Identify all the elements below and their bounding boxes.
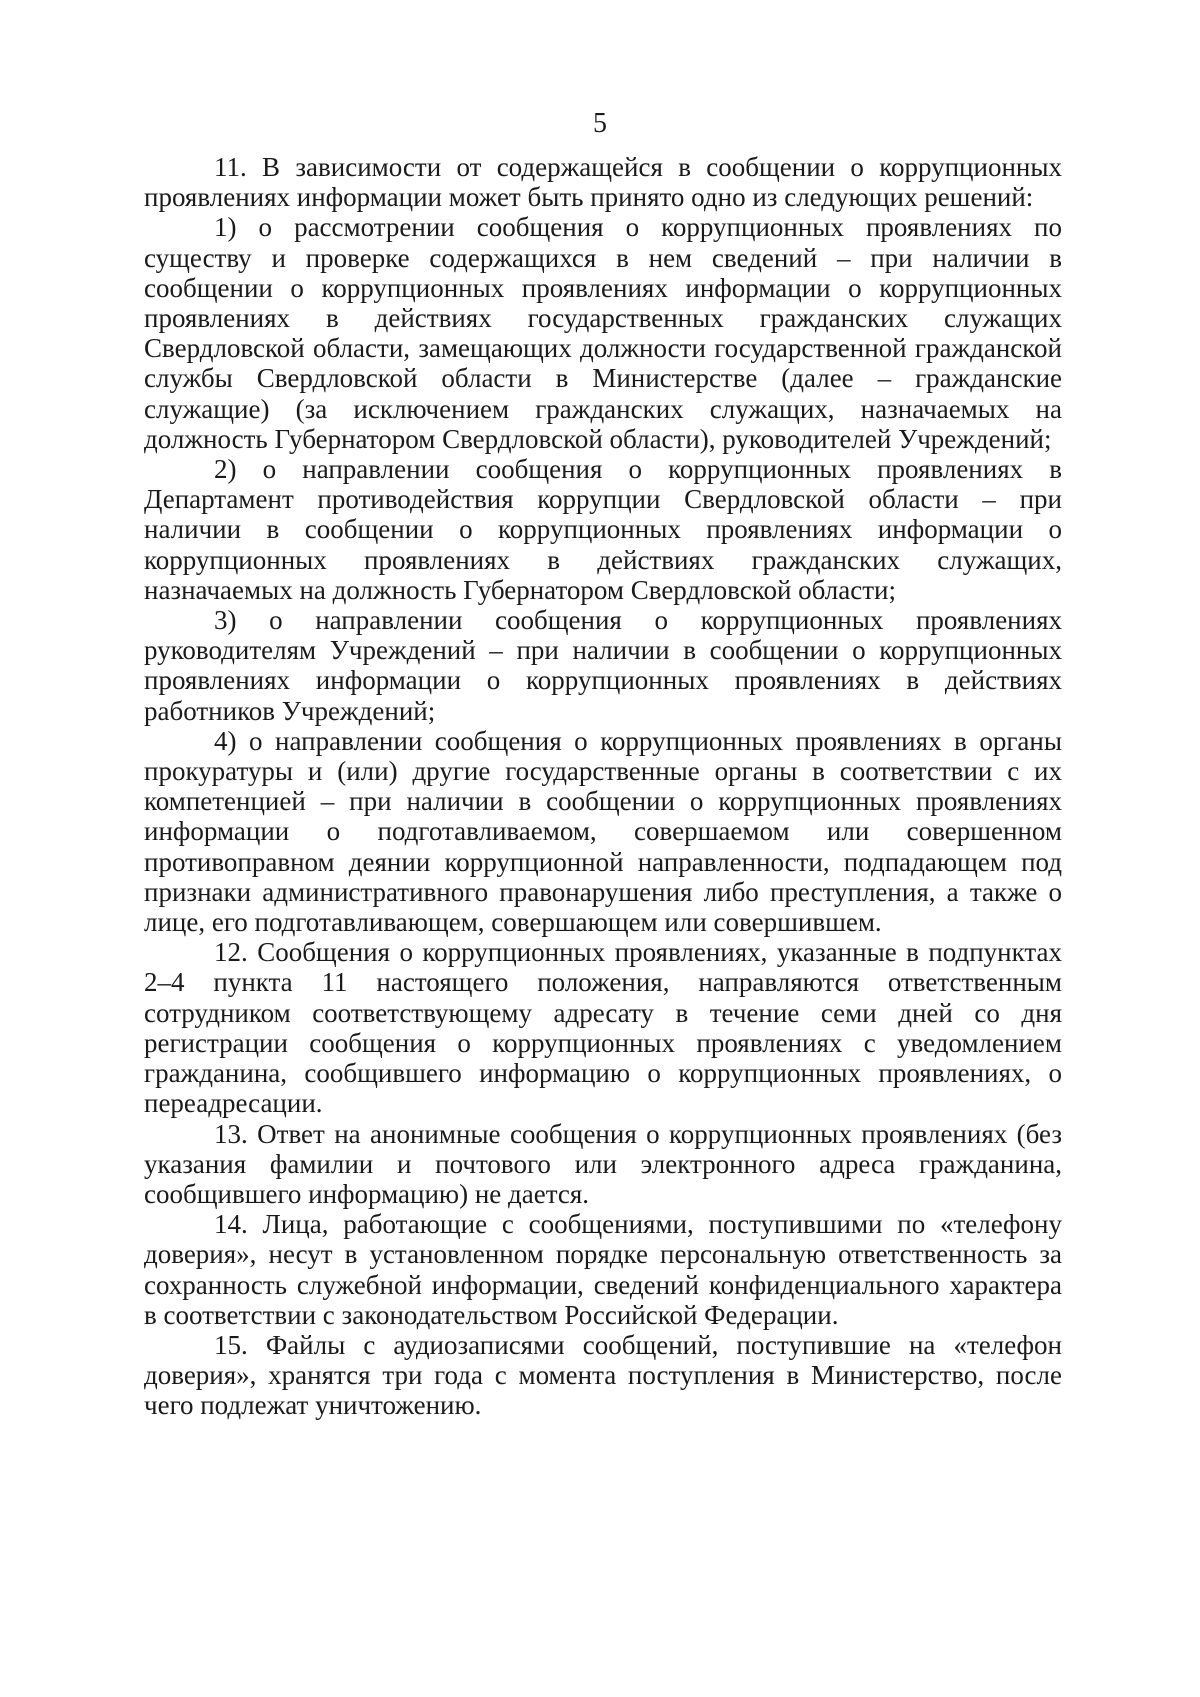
paragraph-item-11: 11. В зависимости от содержащейся в сообщении о коррупционных проявлениях информации может быть принято одно из следующих решений: bbox=[144, 152, 1062, 213]
page-number: 5 bbox=[593, 108, 607, 139]
subitem-2: 2) о направлении сообщения о коррупционных проявлениях в Департамент противодействия коррупции Свердловской области – при наличии в сообщении о коррупционных проявлениях информации о коррупционных проявлениях в действиях гражданских служащих, назначаемых на должность Губернатором Свердловской области; bbox=[144, 454, 1062, 605]
paragraph-item-15: 15. Файлы с аудиозаписями сообщений, поступившие на «телефон доверия», хранятся три года с момента поступления в Министерство, после чего подлежат уничтожению. bbox=[144, 1329, 1062, 1421]
document-body bbox=[144, 152, 1062, 1421]
subitem-1: 1) о рассмотрении сообщения о коррупционных проявлениях по существу и проверке содержащихся в нем сведений – при наличии в сообщении о коррупционных проявлениях информации о коррупционных проявлениях в действиях государственных гражданских служащих Свердловской области, замещающих должности государственной гражданской службы Свердловской области в Министерстве (далее – гражданские служащие) (за исключением гражданских служащих, назначаемых на должность Губернатором Свердловской области), руководителей Учреждений; bbox=[144, 212, 1062, 454]
paragraph-item-14: 14. Лица, работающие с сообщениями, поступившими по «телефону доверия», несут в установленном порядке персональную ответственность за сохранность служебной информации, сведений конфиденциального характера в соответствии с законодательством Российской Федерации. bbox=[144, 1209, 1062, 1330]
subitem-4: 4) о направлении сообщения о коррупционных проявлениях в органы прокуратуры и (или) другие государственные органы в соответствии с их компетенцией – при наличии в сообщении о коррупционных проявлениях информации о подготавливаемом, совершаемом или совершенном противоправном деянии коррупционной направленности, подпадающем под признаки административного правонарушения либо преступления, а также о лице, его подготавливающем, совершающем или совершившем. bbox=[144, 725, 1062, 938]
paragraph-item-12: 12. Сообщения о коррупционных проявлениях, указанные в подпунктах 2–4 пункта 11 настоящего положения, направляются ответственным сотрудником соответствующему адресату в течение семи дней со дня регистрации сообщения о коррупционных проявлениях с уведомлением гражданина, сообщившего информацию о коррупционных проявлениях, о переадресации. bbox=[144, 937, 1062, 1119]
paragraph-item-13: 13. Ответ на анонимные сообщения о коррупционных проявлениях (без указания фамилии и почтового или электронного адреса гражданина, сообщившего информацию) не дается. bbox=[144, 1118, 1062, 1209]
subitem-3: 3) о направлении сообщения о коррупционных проявлениях руководителям Учреждений – при наличии в сообщении о коррупционных проявлениях информации о коррупционных проявлениях в действиях работников Учреждений; bbox=[144, 605, 1062, 726]
